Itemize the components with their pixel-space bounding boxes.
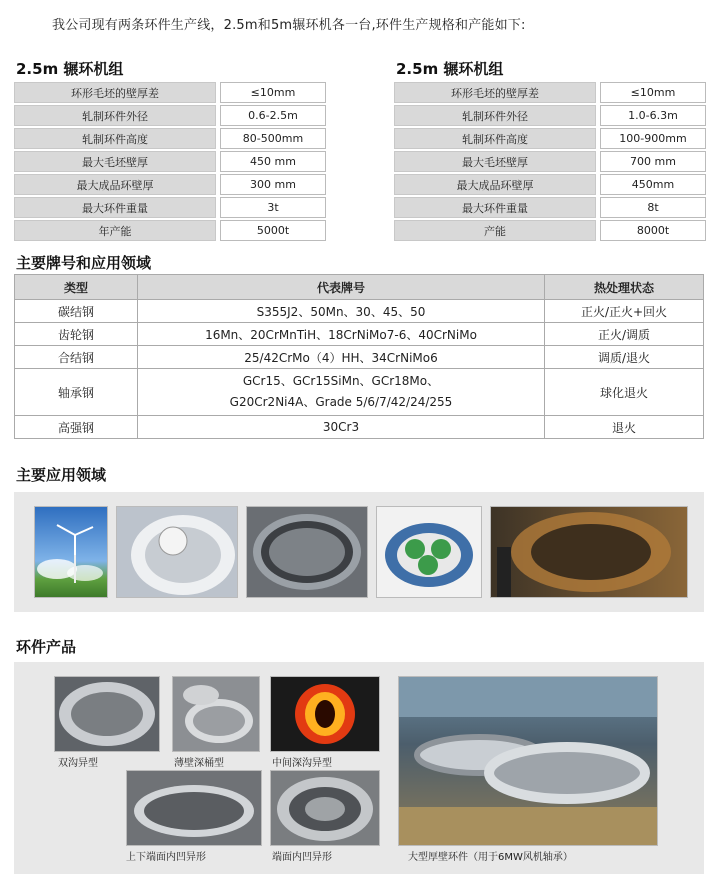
caption-end-face: 端面内凹异形 [272, 852, 332, 863]
cell-heat: 退火 [545, 416, 704, 439]
spec-value: 8t [600, 197, 706, 218]
cell-type: 轴承钢 [15, 369, 138, 416]
col-header-grade: 代表牌号 [138, 275, 545, 300]
applications-title: 主要应用领域 [16, 466, 107, 484]
table-row [15, 300, 704, 323]
table-row [15, 323, 704, 346]
col-header-heat: 热处理状态 [545, 275, 704, 300]
wind-turbine-photo [34, 506, 108, 598]
spec-label: 最大成品环壁厚 [394, 174, 596, 195]
cell-grade-line1: GCr15、GCr15SiMn、GCr18Mo、 [242, 374, 440, 388]
spec-value: 8000t [600, 220, 706, 241]
intro-text: 我公司现有两条环件生产线，2.5m和5m辗环机各一台,环件生产规格和产能如下: [52, 18, 526, 33]
grades-title: 主要牌号和应用领域 [16, 254, 152, 272]
cell-heat: 球化退火 [545, 369, 704, 416]
spec-value: 3t [220, 197, 326, 218]
double-groove-ring-photo [54, 676, 160, 752]
spec-label: 最大环件重量 [14, 197, 216, 218]
right-spec-table [394, 80, 706, 243]
spec-value: 300 mm [220, 174, 326, 195]
slewing-bearing-photo [246, 506, 368, 598]
left-spec-table [14, 80, 326, 243]
cell-grade: 25/42CrMo（4）HH、34CrNiMo6 [138, 346, 545, 369]
spec-label: 轧制环件高度 [394, 128, 596, 149]
cell-type: 齿轮钢 [15, 323, 138, 346]
end-face-ring-photo [270, 770, 380, 846]
cell-grade-line2: G20Cr2Ni4A、Grade 5/6/7/42/24/255 [229, 395, 453, 409]
large-bearing-photo [490, 506, 688, 598]
table-row [15, 346, 704, 369]
caption-large: 大型厚壁环件（用于6MW风机轴承） [408, 852, 573, 863]
table-row [15, 416, 704, 439]
spec-value: 1.0-6.3m [600, 105, 706, 126]
cell-type: 高强钢 [15, 416, 138, 439]
spec-row [394, 197, 706, 218]
spec-label: 最大毛坯壁厚 [14, 151, 216, 172]
spec-row [394, 220, 706, 241]
spec-row [14, 105, 326, 126]
cell-heat: 正火/正火+回火 [545, 300, 704, 323]
col-header-type: 类型 [15, 275, 138, 300]
spec-row [14, 128, 326, 149]
spec-label: 环形毛坯的壁厚差 [14, 82, 216, 103]
spec-value: ≤10mm [600, 82, 706, 103]
top-bottom-ring-photo [126, 770, 262, 846]
caption-double-groove: 双沟异型 [58, 758, 98, 769]
planetary-gear-photo [376, 506, 482, 598]
thin-wall-ring-photo [172, 676, 260, 752]
spec-label: 最大环件重量 [394, 197, 596, 218]
spec-row [14, 82, 326, 103]
spec-label: 轧制环件外径 [14, 105, 216, 126]
spec-value: 450mm [600, 174, 706, 195]
spec-value: 5000t [220, 220, 326, 241]
spec-label: 产能 [394, 220, 596, 241]
cell-grade [138, 369, 545, 416]
spec-label: 最大毛坯壁厚 [394, 151, 596, 172]
spec-value: 100-900mm [600, 128, 706, 149]
spec-label: 轧制环件高度 [14, 128, 216, 149]
spec-label: 环形毛坯的壁厚差 [394, 82, 596, 103]
caption-top-bottom: 上下端面内凹异形 [126, 852, 206, 863]
spec-label: 最大成品环壁厚 [14, 174, 216, 195]
spec-label: 轧制环件外径 [394, 105, 596, 126]
large-ring-photo [398, 676, 658, 846]
spec-row [394, 151, 706, 172]
spec-row [14, 197, 326, 218]
spec-value: 700 mm [600, 151, 706, 172]
cell-heat: 调质/退火 [545, 346, 704, 369]
spec-row [394, 105, 706, 126]
mid-groove-ring-photo [270, 676, 380, 752]
cell-grade: 30Cr3 [138, 416, 545, 439]
spec-row [14, 174, 326, 195]
spec-value: 80-500mm [220, 128, 326, 149]
left-mill-title: 2.5m 辗环机组 [16, 60, 124, 78]
table-row [15, 369, 704, 416]
spec-row [394, 128, 706, 149]
cell-type: 碳结钢 [15, 300, 138, 323]
spec-value: ≤10mm [220, 82, 326, 103]
spec-row [394, 174, 706, 195]
spec-row [14, 151, 326, 172]
spec-label: 年产能 [14, 220, 216, 241]
spec-row [14, 220, 326, 241]
cell-grade: S355J2、50Mn、30、45、50 [138, 300, 545, 323]
spec-value: 0.6-2.5m [220, 105, 326, 126]
spec-row [394, 82, 706, 103]
caption-thin-wall: 薄壁深桶型 [174, 758, 224, 769]
spec-value: 450 mm [220, 151, 326, 172]
caption-mid-groove: 中间深沟异型 [272, 758, 332, 769]
right-mill-title: 2.5m 辗环机组 [396, 60, 504, 78]
cell-type: 合结钢 [15, 346, 138, 369]
products-title: 环件产品 [16, 638, 77, 656]
cell-grade: 16Mn、20CrMnTiH、18CrNiMo7-6、40CrNiMo [138, 323, 545, 346]
gear-ring-photo [116, 506, 238, 598]
grades-table [14, 274, 704, 439]
cell-heat: 正火/调质 [545, 323, 704, 346]
